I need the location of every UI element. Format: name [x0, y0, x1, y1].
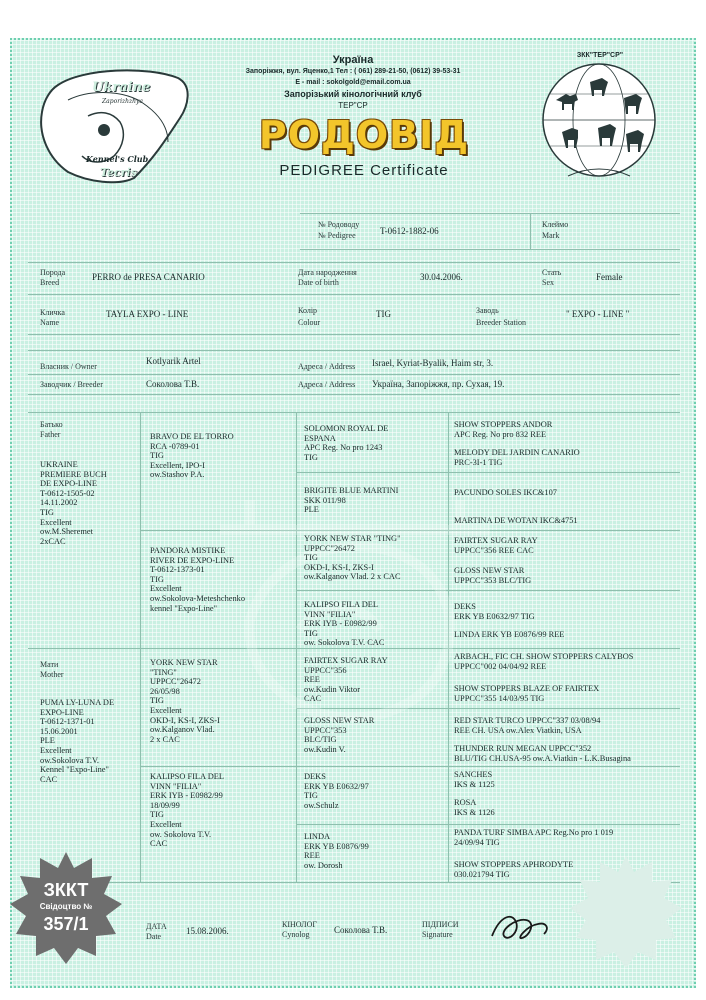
- mother-info: PUMA LY-LUNA DE EXPO-LINE T-0612-1371-01 15.06.2001 PLE Excellent ow.Sokolova T.V. Kennel "Expo-Line" CAC: [40, 698, 115, 784]
- colour-value: TIG: [376, 309, 391, 319]
- date-value: 15.08.2006.: [186, 926, 229, 936]
- gggp-4: MARTINA DE WOTAN IKC&4751: [454, 516, 578, 525]
- name-value: TAYLA EXPO - LINE: [106, 309, 189, 319]
- grandparent-mf: YORK NEW STAR "TING" UPPCC"26472 26/05/98 TIG Excellent OKD-I, KS-I, ZKS-I ow.Kalganov Vlad. 2 x CAC: [150, 658, 220, 744]
- mark-label-en: Mark: [542, 231, 560, 240]
- dob-value: 30.04.2006.: [420, 272, 463, 282]
- signature-image: [486, 906, 556, 950]
- document-title: РОДОВІД: [258, 113, 470, 157]
- seal-right: [566, 852, 686, 972]
- gggp-12: THUNDER RUN MEGAN UPPCC"352 BLU/TIG CH.USA-95 ow.A.Viatkin - L.K.Busagina: [454, 744, 631, 763]
- gggp-9: ARBACH., FIC CH. SHOW STOPPERS CALYBOS UPPCC"002 04/04/92 REE: [454, 652, 634, 671]
- great-grandparent-1: SOLOMON ROYAL DE ESPANA APC Reg. No pro 1243 TIG: [304, 424, 389, 462]
- father-label-en: Father: [40, 430, 61, 439]
- pedigree-number-label-ua: № Родоводу: [318, 220, 360, 229]
- header-address: Запоріжжя, вул. Яценко,1 Тел : ( 061) 289-21-50, (0612) 39-53-31: [245, 68, 461, 75]
- gggp-16: SHOW STOPPERS APHRODYTE 030.021794 TIG: [454, 860, 574, 879]
- father-label-ua: Батько: [40, 420, 63, 429]
- colour-label-ua: Колір: [298, 306, 318, 315]
- grandparent-mm: KALIPSO FILA DEL VINN "FILIA" ERK IYB - E0982/99 18/09/99 TIG Excellent ow. Sokolova T.V. CAC: [150, 772, 224, 849]
- stamp-middle: Свідоцтво №: [39, 902, 93, 911]
- pedigree-number: T-0612-1882-06: [380, 226, 439, 236]
- grandparent-fm: PANDORA MISTIKE RIVER DE EXPO-LINE T-0612-1373-01 TIG Excellent ow.Sokolova-Meteshchenko kennel "Expo-Line": [150, 546, 246, 613]
- gggp-6: GLOSS NEW STAR UPPCC"353 BLC/TIG: [454, 566, 532, 585]
- great-grandparent-5: FAIRTEX SUGAR RAY UPPCC"356 REE ow.Kudin Viktor CAC: [304, 656, 388, 704]
- owner-label: Власник / Owner: [40, 362, 97, 371]
- great-grandparent-4: KALIPSO FILA DEL VINN "FILIA" ERK IYB - E0982/99 TIG ow. Sokolova T.V. CAC: [304, 600, 385, 648]
- gggp-3: PACUNDO SOLES IKC&107: [454, 488, 557, 497]
- stamp-top: ЗККТ: [43, 880, 89, 900]
- name-label-ua: Кличка: [40, 308, 65, 317]
- logo-left-top-word: Ukraine: [92, 80, 151, 95]
- breeder-value: Соколова Т.В.: [146, 379, 200, 389]
- date-label-ua: ДАТА: [146, 922, 167, 931]
- logo-right-top-word: ЗКК"ТЕР"СР": [576, 52, 624, 59]
- station-value: " EXPO - LINE ": [566, 309, 630, 319]
- cynolog-label-ua: КІНОЛОГ: [282, 920, 317, 929]
- great-grandparent-7: DEKS ERK YB E0632/97 TIG ow.Schulz: [304, 772, 369, 810]
- gggp-13: SANCHES IKS & 1125: [454, 770, 495, 789]
- great-grandparent-3: YORK NEW STAR "TING" UPPCC"26472 TIG OKD-I, KS-I, ZKS-I ow.Kalganov Vlad. 2 x CAC: [304, 534, 401, 582]
- owner-address-value: Israel, Kyriat-Byalik, Haim str, 3.: [372, 358, 494, 368]
- breeder-address-label: Адреса / Address: [298, 380, 356, 389]
- gggp-2: MELODY DEL JARDIN CANARIO PRC-3I-1 TIG: [454, 448, 580, 467]
- breeder-address-value: Україна, Запоріжжя, пр. Сухая, 19.: [372, 379, 505, 389]
- sex-value: Female: [596, 272, 623, 282]
- owner-value: Kotlyarik Artel: [146, 356, 201, 366]
- cynolog-value: Соколова Т.В.: [334, 925, 388, 935]
- father-info: UKRAINE PREMIERE BUCH DE EXPO-LINE T-0612-1505-02 14.11.2002 TIG Excellent ow.M.Sheremet 2xCAC: [40, 460, 107, 546]
- club-logo-right: [528, 52, 670, 184]
- gggp-1: SHOW STOPPERS ANDOR APC Reg. No pro 832 REE: [454, 420, 553, 439]
- gggp-5: FAIRTEX SUGAR RAY UPPCC"356 REE CAC: [454, 536, 538, 555]
- breed-label-ua: Порода: [40, 268, 66, 277]
- mother-label-ua: Мати: [40, 660, 59, 669]
- mother-label-en: Mother: [40, 670, 64, 679]
- station-label-ua: Заводь: [476, 306, 499, 315]
- sex-label-ua: Стать: [542, 268, 562, 277]
- signature-label-en: Signature: [422, 930, 453, 939]
- gggp-8: LINDA ERK YB E0876/99 REE: [454, 630, 565, 639]
- name-label-en: Name: [40, 318, 60, 327]
- great-grandparent-6: GLOSS NEW STAR UPPCC"353 BLC/TIG ow.Kudin V.: [304, 716, 375, 754]
- mark-label-ua: Клеймо: [542, 220, 569, 229]
- gggp-10: SHOW STOPPERS BLAZE OF FAIRTEX UPPCC"355 14/03/95 TIG: [454, 684, 600, 703]
- breeder-label: Заводчик / Breeder: [40, 380, 103, 389]
- gggp-15: PANDA TURF SIMBA APC Reg.No pro 1 019 24/09/94 TIG: [454, 828, 614, 847]
- document-subtitle: PEDIGREE Certificate: [279, 162, 449, 179]
- breed-label-en: Breed: [40, 278, 60, 287]
- dob-label-en: Date of birth: [298, 278, 339, 287]
- gggp-11: RED STAR TURCO UPPCC"337 03/08/94 REE CH. USA ow.Alex Viatkin, USA: [454, 716, 601, 735]
- header-club-abbr: ТЕР"СР: [338, 101, 368, 110]
- logo-left-club-word: Tecris: [100, 166, 137, 179]
- logo-left-sub-word: Zaporizhzhya: [102, 98, 144, 105]
- colour-label-en: Colour: [298, 318, 321, 327]
- station-label-en: Breeder Station: [476, 318, 526, 327]
- header-club-name: Запорізький кінологічний клуб: [284, 89, 422, 99]
- owner-address-label: Адреса / Address: [298, 362, 356, 371]
- header-country: Україна: [332, 54, 374, 66]
- club-logo-left: [28, 60, 198, 188]
- grandparent-ff: BRAVO DE EL TORRO RCA -0789-01 TIG Excellent, IPO-I ow.Stashov P.A.: [150, 432, 234, 480]
- pedigree-number-label-en: № Pedigree: [318, 231, 356, 240]
- signature-label-ua: ПІДПИСИ: [422, 920, 459, 929]
- breed-value: PERRO de PRESA CANARIO: [92, 272, 205, 282]
- great-grandparent-8: LINDA ERK YB E0876/99 REE ow. Dorosh: [304, 832, 369, 870]
- gggp-14: ROSA IKS & 1126: [454, 798, 495, 817]
- gggp-7: DEKS ERK YB E0632/97 TIG: [454, 602, 535, 621]
- great-grandparent-2: BRIGITE BLUE MARTINI SKK 011/98 PLE: [304, 486, 399, 515]
- dob-label-ua: Дата народження: [298, 268, 357, 277]
- header-email: E - mail : sokolgold@email.com.ua: [295, 79, 411, 86]
- cynolog-label-en: Cynolog: [282, 930, 310, 939]
- logo-left-club-line: Kennel's Club: [86, 154, 149, 164]
- sex-label-en: Sex: [542, 278, 554, 287]
- date-label-en: Date: [146, 932, 162, 941]
- stamp-number: 357/1: [43, 914, 89, 934]
